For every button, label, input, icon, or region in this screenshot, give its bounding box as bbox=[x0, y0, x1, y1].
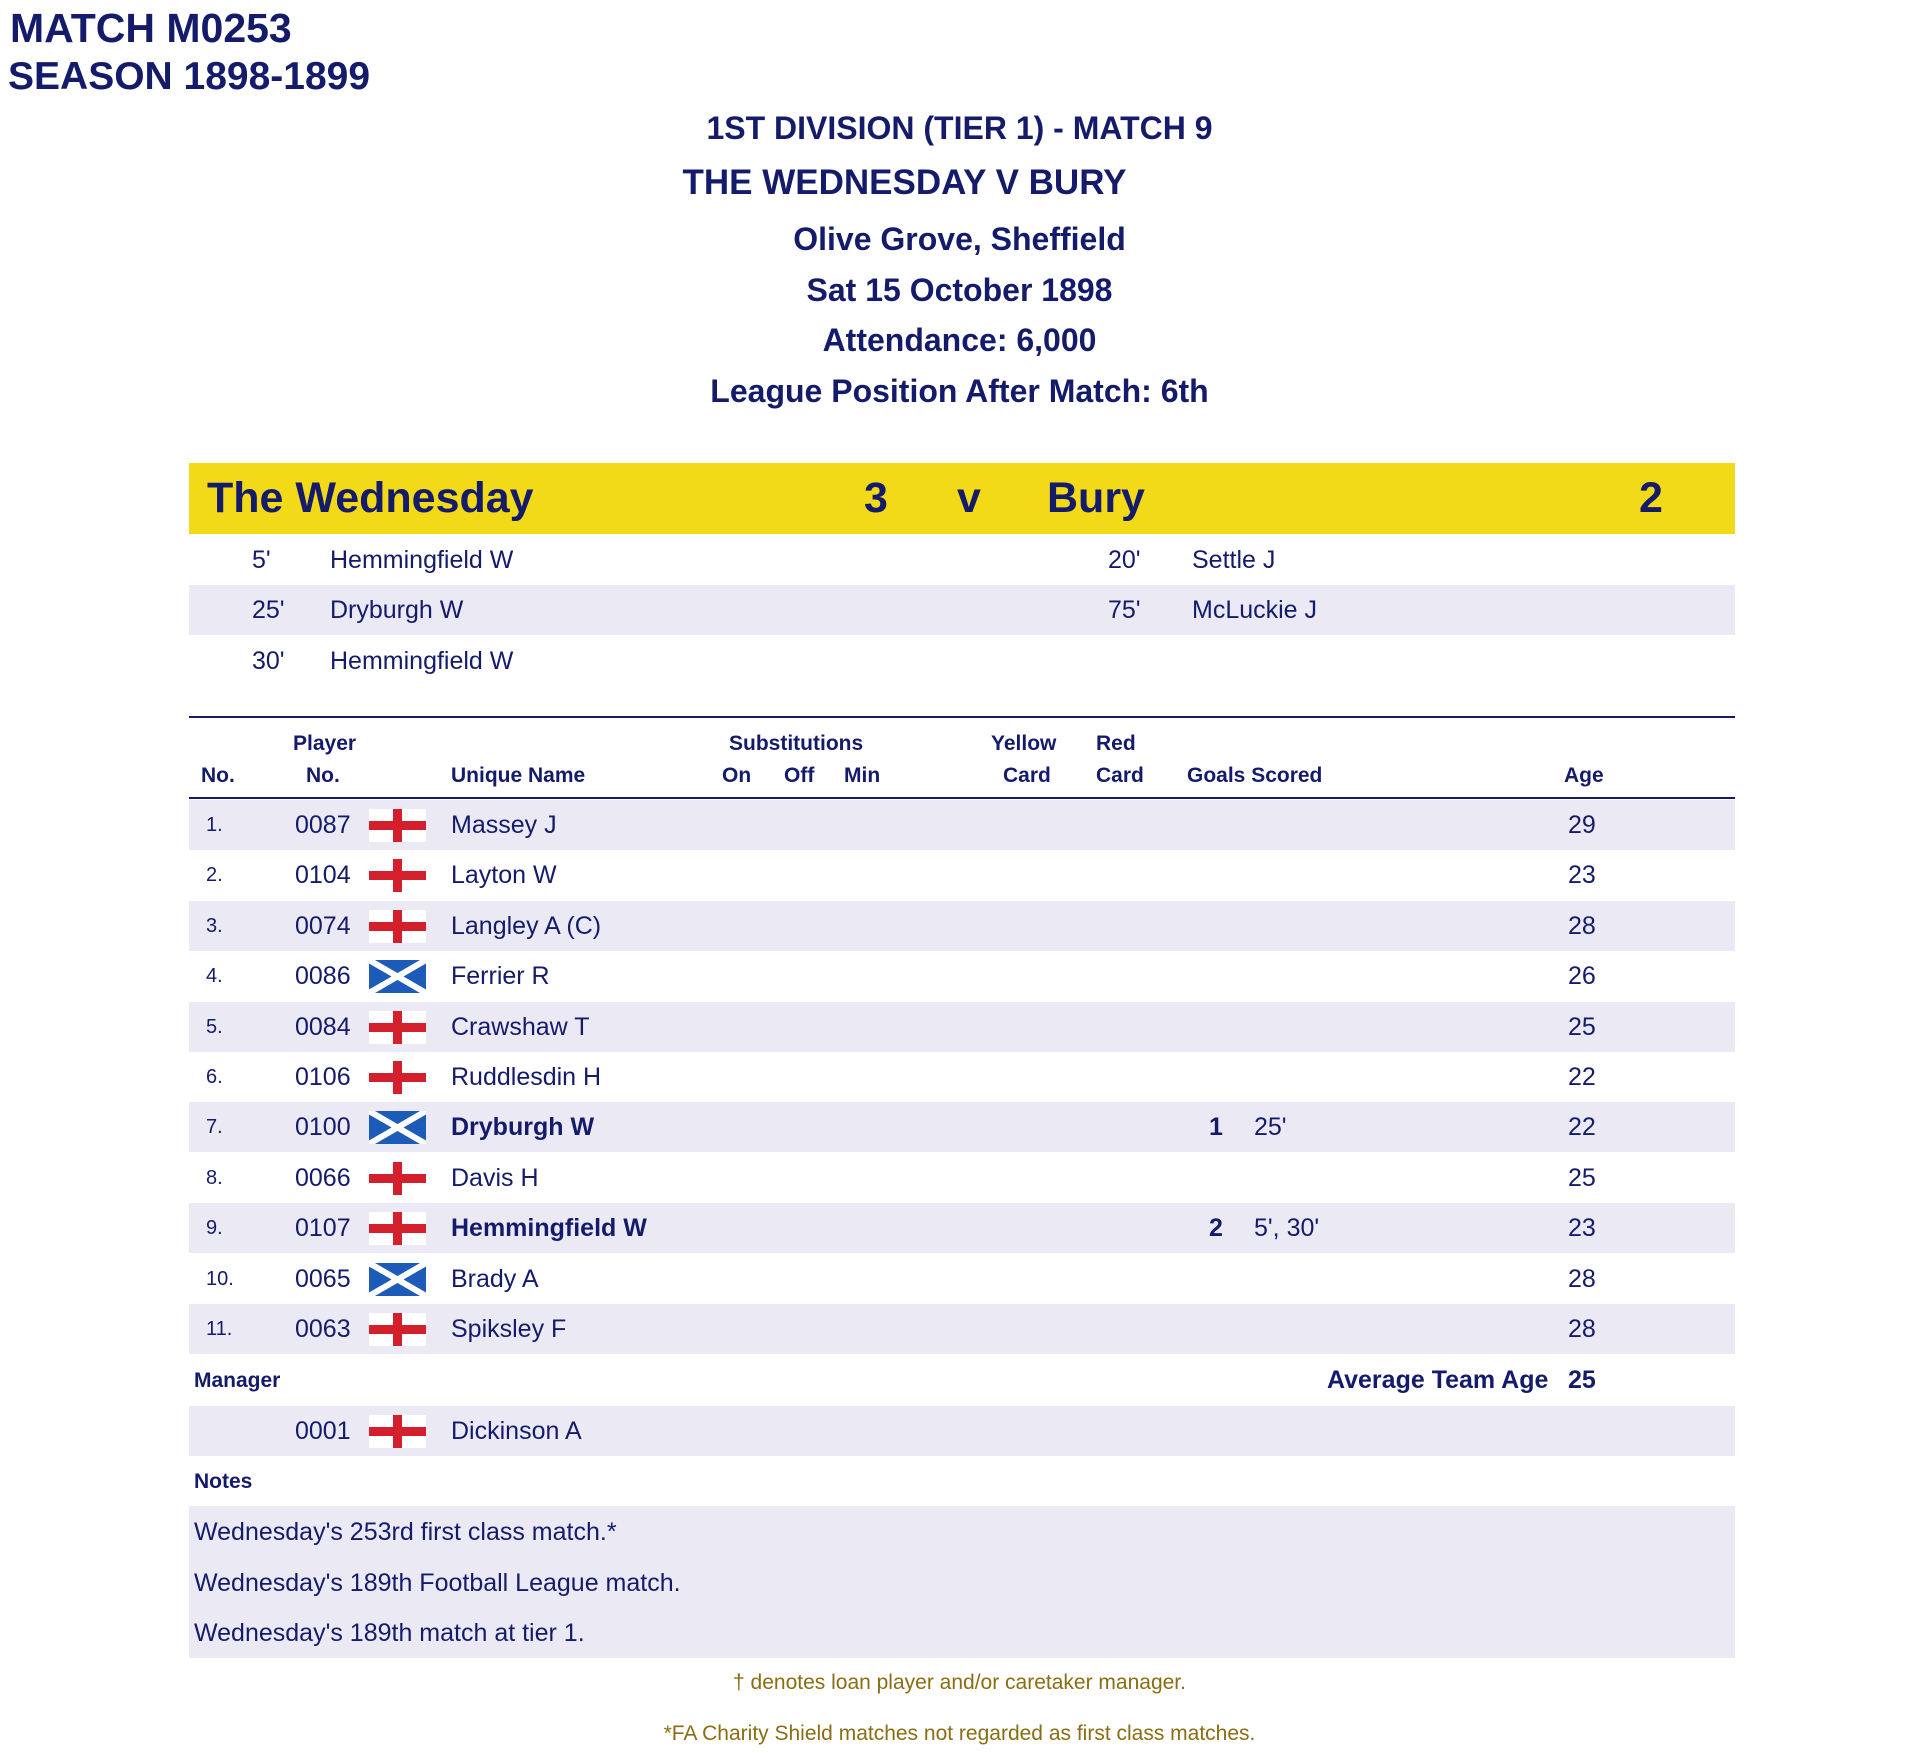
lineup-number: 4. bbox=[206, 965, 223, 988]
manager-number: 0001 bbox=[295, 1417, 351, 1445]
lineup-number: 3. bbox=[206, 914, 223, 937]
player-number: 0066 bbox=[295, 1163, 351, 1192]
player-number: 0065 bbox=[295, 1264, 351, 1293]
manager-row bbox=[189, 1406, 1735, 1456]
player-age: 22 bbox=[1568, 1063, 1596, 1091]
player-number: 0107 bbox=[295, 1214, 351, 1243]
player-row bbox=[189, 1102, 1735, 1152]
player-name: Langley A (C) bbox=[451, 911, 602, 940]
player-age: 25 bbox=[1568, 1012, 1596, 1041]
lineup-number: 8. bbox=[206, 1166, 223, 1189]
player-number: 0086 bbox=[295, 962, 351, 991]
away-team-name: Bury bbox=[1047, 474, 1145, 522]
competition-title: 1ST DIVISION (TIER 1) - MATCH 9 bbox=[706, 110, 1213, 146]
player-number: 0087 bbox=[295, 811, 351, 839]
average-age-value: 25 bbox=[1568, 1366, 1596, 1394]
goal-times: 25' bbox=[1254, 1113, 1287, 1142]
fixture-title: THE WEDNESDAY V BURY bbox=[682, 163, 1127, 202]
lineup-number: 1. bbox=[206, 814, 223, 836]
player-name: Spiksley F bbox=[451, 1315, 567, 1343]
col-substitutions: Substitutions bbox=[729, 732, 864, 755]
goal-times: 5', 30' bbox=[1254, 1214, 1320, 1243]
col-red-bottom: Card bbox=[1096, 764, 1144, 787]
scotland-flag-icon bbox=[369, 1111, 426, 1144]
match-date: Sat 15 October 1898 bbox=[806, 272, 1113, 308]
england-flag-icon bbox=[369, 1061, 426, 1094]
player-row bbox=[189, 901, 1735, 951]
player-number: 0106 bbox=[295, 1063, 351, 1091]
versus-label: v bbox=[957, 474, 981, 522]
player-row bbox=[189, 1304, 1735, 1354]
note-item: Wednesday's 253rd first class match.* bbox=[194, 1518, 617, 1546]
col-unique-name: Unique Name bbox=[451, 764, 586, 787]
col-yellow-top: Yellow bbox=[991, 732, 1057, 755]
score-bar bbox=[189, 463, 1735, 534]
england-flag-icon bbox=[369, 1212, 426, 1245]
home-goal-minute: 5' bbox=[252, 546, 271, 574]
player-name: Ferrier R bbox=[451, 962, 550, 991]
lineup-number: 2. bbox=[206, 864, 223, 887]
player-row bbox=[189, 1254, 1735, 1304]
player-number: 0084 bbox=[295, 1012, 351, 1041]
footnote-loan: † denotes loan player and/or caretaker manager. bbox=[733, 1671, 1186, 1694]
player-name: Hemmingfield W bbox=[451, 1214, 647, 1243]
player-row bbox=[189, 850, 1735, 900]
venue: Olive Grove, Sheffield bbox=[793, 221, 1126, 257]
lineup-number: 10. bbox=[206, 1267, 234, 1290]
away-goal-minute: 75' bbox=[1108, 596, 1141, 624]
scotland-flag-icon bbox=[369, 960, 426, 993]
player-name: Dryburgh W bbox=[451, 1113, 595, 1142]
col-player-bottom: No. bbox=[306, 764, 340, 787]
home-goal-minute: 25' bbox=[252, 596, 285, 624]
lineup-number: 11. bbox=[206, 1318, 233, 1340]
player-name: Layton W bbox=[451, 861, 557, 890]
league-position: League Position After Match: 6th bbox=[710, 373, 1209, 409]
player-number: 0100 bbox=[295, 1113, 351, 1142]
lineup-number: 6. bbox=[206, 1066, 223, 1088]
attendance: Attendance: 6,000 bbox=[822, 322, 1097, 358]
col-no: No. bbox=[201, 764, 235, 787]
manager-name: Dickinson A bbox=[451, 1417, 582, 1445]
season: SEASON 1898-1899 bbox=[8, 55, 371, 98]
notes-label: Notes bbox=[194, 1470, 253, 1493]
footnote-charity: *FA Charity Shield matches not regarded as first class matches. bbox=[663, 1722, 1256, 1745]
player-number: 0104 bbox=[295, 861, 351, 890]
player-age: 29 bbox=[1568, 811, 1596, 839]
col-sub-on: On bbox=[722, 764, 752, 787]
match-id: MATCH M0253 bbox=[10, 5, 292, 51]
player-name: Brady A bbox=[451, 1264, 539, 1293]
home-goal-scorer: Hemmingfield W bbox=[330, 647, 514, 675]
goals-count: 1 bbox=[1209, 1113, 1223, 1142]
average-age-label: Average Team Age bbox=[1327, 1366, 1549, 1394]
player-row bbox=[189, 1052, 1735, 1102]
note-item: Wednesday's 189th match at tier 1. bbox=[194, 1619, 585, 1647]
england-flag-icon bbox=[369, 1313, 426, 1346]
col-yellow-bottom: Card bbox=[1003, 764, 1051, 787]
player-name: Ruddlesdin H bbox=[451, 1063, 602, 1091]
england-flag-icon bbox=[369, 809, 426, 842]
player-row bbox=[189, 800, 1735, 850]
manager-label: Manager bbox=[194, 1369, 281, 1392]
lineup-number: 7. bbox=[206, 1116, 223, 1139]
player-row bbox=[189, 1002, 1735, 1052]
scotland-flag-icon bbox=[369, 1263, 426, 1296]
away-score: 2 bbox=[1639, 474, 1663, 522]
player-name: Crawshaw T bbox=[451, 1012, 590, 1041]
player-age: 22 bbox=[1568, 1113, 1596, 1142]
away-goal-scorer: McLuckie J bbox=[1192, 596, 1318, 624]
away-goal-scorer: Settle J bbox=[1192, 546, 1276, 574]
player-row bbox=[189, 951, 1735, 1001]
home-team-name: The Wednesday bbox=[207, 474, 534, 522]
table-header-rule bbox=[189, 797, 1735, 799]
lineup-number: 9. bbox=[206, 1217, 223, 1240]
player-age: 28 bbox=[1568, 1264, 1596, 1293]
player-number: 0063 bbox=[295, 1315, 351, 1343]
note-item: Wednesday's 189th Football League match. bbox=[194, 1569, 681, 1597]
player-name: Massey J bbox=[451, 811, 557, 839]
player-row bbox=[189, 1203, 1735, 1253]
player-age: 23 bbox=[1568, 1214, 1596, 1243]
table-top-rule bbox=[189, 716, 1735, 718]
col-sub-off: Off bbox=[784, 764, 815, 787]
home-goal-minute: 30' bbox=[252, 647, 285, 675]
col-red-top: Red bbox=[1096, 732, 1136, 755]
lineup-number: 5. bbox=[206, 1015, 223, 1038]
col-goals-scored: Goals Scored bbox=[1187, 764, 1323, 787]
england-flag-icon bbox=[369, 1162, 426, 1195]
player-age: 23 bbox=[1568, 861, 1596, 890]
england-flag-icon bbox=[369, 1415, 426, 1448]
home-goal-scorer: Hemmingfield W bbox=[330, 546, 514, 574]
england-flag-icon bbox=[369, 910, 426, 943]
player-number: 0074 bbox=[295, 911, 351, 940]
player-age: 25 bbox=[1568, 1163, 1596, 1192]
col-age: Age bbox=[1564, 764, 1604, 787]
col-player-top: Player bbox=[293, 732, 357, 755]
col-sub-min: Min bbox=[844, 764, 881, 787]
player-age: 28 bbox=[1568, 911, 1596, 940]
england-flag-icon bbox=[369, 1011, 426, 1044]
player-name: Davis H bbox=[451, 1163, 539, 1192]
home-score: 3 bbox=[864, 474, 888, 522]
player-age: 28 bbox=[1568, 1315, 1596, 1343]
player-row bbox=[189, 1153, 1735, 1203]
home-goal-scorer: Dryburgh W bbox=[330, 596, 464, 624]
away-goal-minute: 20' bbox=[1108, 546, 1141, 574]
goals-count: 2 bbox=[1209, 1214, 1223, 1243]
england-flag-icon bbox=[369, 859, 426, 892]
player-age: 26 bbox=[1568, 962, 1596, 991]
